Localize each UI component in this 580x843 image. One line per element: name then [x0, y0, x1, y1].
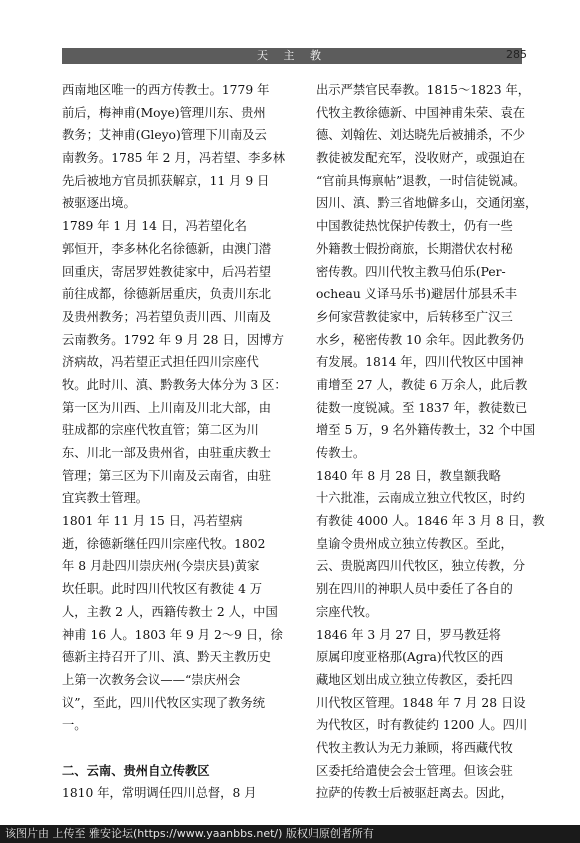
text-line: 被驱逐出境。 [62, 196, 136, 211]
text-line: 逝，徐德新继任四川宗座代牧。1802 [62, 536, 266, 551]
text-line: 先后被地方官员抓获解京，11 月 9 日 [62, 173, 270, 188]
watermark-text: 该图片由 上传至 雅安论坛(https://www.yaanbbs.net/) 版权归原创者所有 [5, 827, 374, 840]
text-line: 牧。此时川、滇、黔教务大体分为 3 区： [62, 377, 287, 392]
text-line: 1789 年 1 月 14 日，冯若望化名 [62, 219, 247, 234]
text-line: 德新主持召开了川、滇、黔天主教历史 [62, 650, 272, 665]
text-line: 西南地区唯一的西方传教士。1779 年 [62, 83, 270, 97]
text-line: 云南教务。1792 年 9 月 28 日，因博方 [62, 332, 284, 347]
running-header-bar [62, 48, 522, 64]
section-first-line: 1810 年，常明调任四川总督，8 月 [62, 786, 257, 801]
text-line: 坎任职。此时四川代牧区有教徒 4 万 [62, 582, 263, 597]
text-line: 上第一次教务会议——“崇庆州会 [62, 672, 241, 687]
text-line: 传教士。 [316, 446, 366, 460]
section-heading: 二、云南、贵州自立传教区 [62, 762, 210, 778]
text-line: 神甫 16 人。1803 年 9 月 2～9 日，徐 [62, 627, 283, 642]
text-line: 水乡，秘密传教 10 余年。因此教务仍 [316, 332, 524, 347]
text-line: 管理；第三区为下川南及云南省，由驻 [62, 468, 272, 483]
text-line: 前后，梅神甫(Moye)管理川东、贵州 [62, 105, 266, 120]
text-line: 济病故，冯若望正式担任四川宗座代 [62, 355, 259, 370]
text-line: 1840 年 8 月 28 日，教皇额我略 [316, 468, 501, 483]
text-line: 东、川北一部及贵州省，由驻重庆教士 [62, 446, 272, 460]
right-column [316, 79, 545, 805]
text-line: 云、贵脱离四川代牧区，独立传教，分 [316, 559, 526, 574]
text-line: 因川、滇、黔三省地僻多山，交通闭塞， [316, 196, 538, 211]
text-line: 及贵州教务；冯若望负责川西、川南及 [62, 309, 272, 324]
text-line: 1801 年 11 月 15 日，冯若望病 [62, 514, 243, 529]
text-line: 为代牧区，时有教徒约 1200 人。四川 [316, 718, 528, 733]
text-line: 有发展。1814 年，四川代牧区中国神 [316, 355, 524, 370]
text-line: 乡何家营教徒家中，后转移至广汉三 [316, 309, 513, 324]
text-line: 外籍教士假扮商旅，长期潜伏农村秘 [316, 241, 513, 256]
text-line: 议”，至此，四川代牧区实现了教务统 [62, 695, 266, 710]
left-column [62, 79, 287, 805]
text-line: 有教徒 4000 人。1846 年 3 月 8 日，教 [316, 514, 545, 529]
text-line: 拉萨的传教士后被驱赶离去。因此， [316, 786, 513, 801]
text-line: 宗座代牧。 [316, 604, 378, 619]
text-line: 教务；艾神甫(Gleyo)管理下川南及云 [62, 128, 267, 143]
text-line: 出示严禁官民奉教。1815～1823 年， [316, 83, 531, 97]
text-line: 驻成都的宗座代牧直管；第二区为川 [62, 423, 259, 438]
text-line: 川代牧区管理。1848 年 7 月 28 日设 [316, 695, 526, 710]
text-line: 德、刘翰佐、刘达晓先后被捕杀，不少 [316, 128, 526, 143]
text-line: 宜宾教士管理。 [62, 491, 149, 506]
running-header-title: 天 主 教 [257, 49, 327, 62]
text-line: 第一区为川西、上川南及川北大部，由 [62, 400, 272, 415]
text-line: 甫增至 27 人，教徒 6 万余人，此后教 [316, 377, 528, 392]
text-line: 年 8 月赴四川崇庆州(今崇庆县)黄家 [62, 559, 260, 574]
text-line: 十六批准，云南成立独立代牧区，时约 [316, 491, 526, 506]
text-line: 徒数一度锐减。至 1837 年，教徒数已 [316, 400, 528, 415]
text-line: 郭恒开，李多林化名徐德新，由澳门潜 [62, 241, 272, 256]
text-line: 教徒被发配充军，没收财产，或强迫在 [316, 151, 526, 166]
text-line: 代牧主教徐德新、中国神甫朱荣、袁在 [316, 105, 526, 120]
text-line: ocheau 义译马乐书)避居什邡县禾丰 [316, 287, 518, 302]
right-column-text [316, 79, 545, 805]
section-gap [62, 737, 267, 760]
text-line: 回重庆，寄居罗姓教徒家中，后冯若望 [62, 264, 272, 279]
text-line: 人，主教 2 人，西籍传教士 2 人，中国 [62, 604, 278, 619]
text-line: 别在四川的神职人员中委任了各自的 [316, 582, 513, 597]
text-line: 一。 [62, 718, 87, 733]
text-line: 原属印度亚格那(Agra)代牧区的西 [316, 650, 504, 665]
text-line: 南教务。1785 年 2 月，冯若望、李多林 [62, 151, 286, 166]
left-column-text [62, 79, 287, 737]
watermark-bar [0, 825, 580, 843]
text-line: 密传教。四川代牧主教马伯乐(Per- [316, 264, 506, 279]
text-line: 前往成都，徐德新居重庆，负责川东北 [62, 287, 272, 302]
text-line: 1846 年 3 月 27 日，罗马教廷将 [316, 627, 501, 642]
text-line: 增至 5 万，9 名外籍传教士，32 个中国 [316, 423, 536, 438]
page-number: 285 [506, 48, 527, 61]
text-line: 藏地区划出成立独立传教区，委托四 [316, 672, 513, 687]
text-line: “官前具悔禀帖”退教，一时信徒锐减。 [316, 173, 526, 188]
text-line: 区委托给遣使会会士管理。但该会驻 [316, 763, 513, 778]
text-line: 皇谕令贵州成立独立传教区。至此， [316, 536, 513, 551]
text-line: 中国教徒热忱保护传教士，仍有一些 [316, 219, 513, 234]
text-line: 代牧主教认为无力兼顾，将西藏代牧 [316, 740, 513, 755]
